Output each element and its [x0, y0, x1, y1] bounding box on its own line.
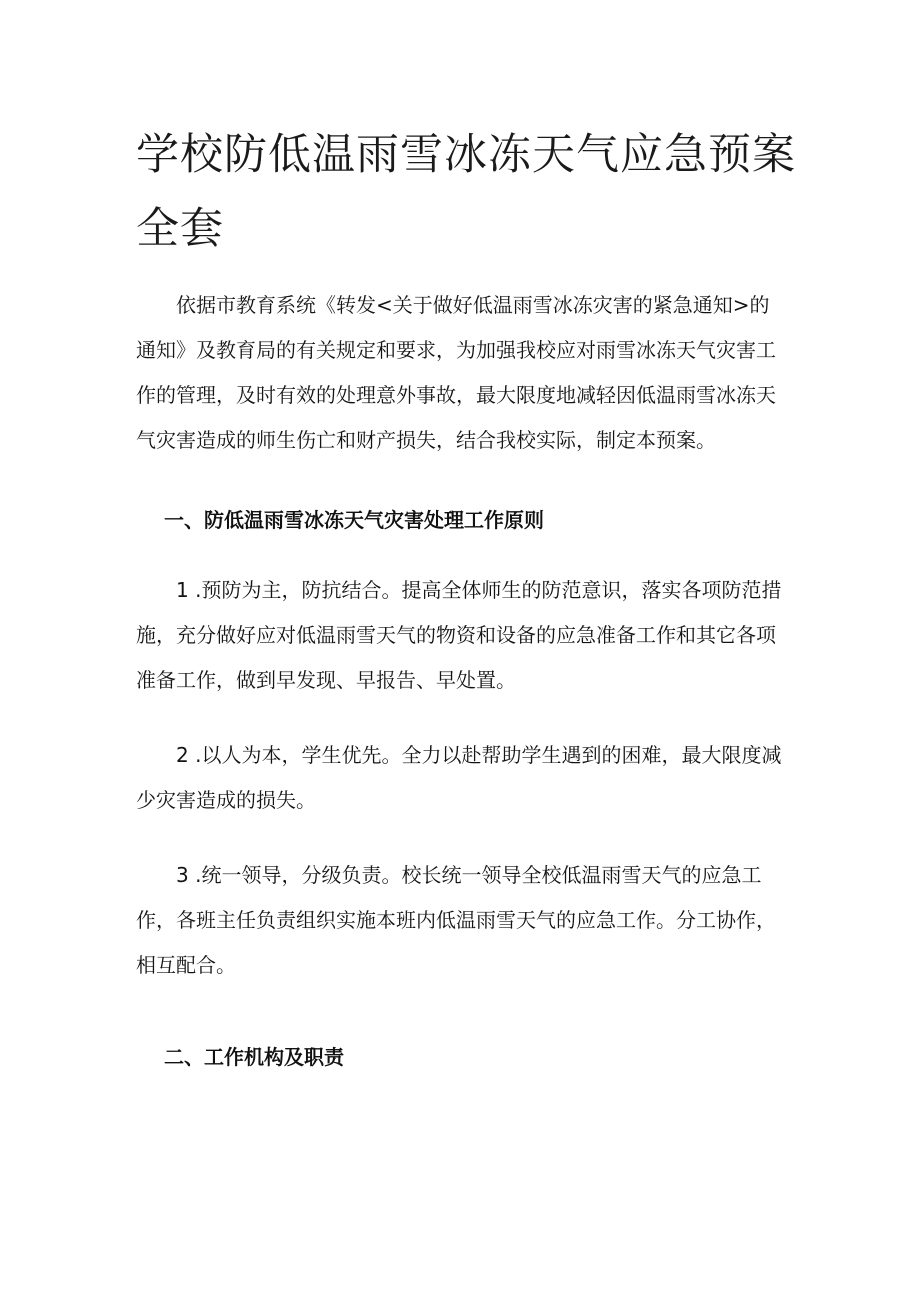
intro-paragraph: 依据市教育系统《转发<关于做好低温雨雪冰冻灾害的紧急通知>的通知》及教育局的有关规定和要求，为加强我校应对雨雪冰冻天气灾害工作的管理，及时有效的处理意外事故，最大限度地减轻因低温雨雪冰冻天气灾害造成的师生伤亡和财产损失，结合我校实际，制定本预案。 — [136, 293, 776, 452]
principle-item-1: 1 .预防为主，防抗结合。提高全体师生的防范意识，落实各项防范措施，充分做好应对低温雨雪天气的物资和设备的应急准备工作和其它各项准备工作，做到早发现、早报告、早处置。 — [136, 578, 782, 692]
principle-item-3: 3 .统一领导，分级负责。校长统一领导全校低温雨雪天气的应急工作，各班主任负责组织实施本班内低温雨雪天气的应急工作。分工协作，相互配合。 — [136, 863, 776, 977]
section-heading-organization: 二、工作机构及职责 — [164, 1045, 344, 1069]
section-heading-principles: 一、防低温雨雪冰冻天气灾害处理工作原则 — [164, 508, 544, 532]
principle-item-2: 2 .以人为本，学生优先。全力以赴帮助学生遇到的困难，最大限度减少灾害造成的损失。 — [136, 743, 782, 812]
document-title: 学校防低温雨雪冰冻天气应急预案全套 — [136, 130, 796, 254]
